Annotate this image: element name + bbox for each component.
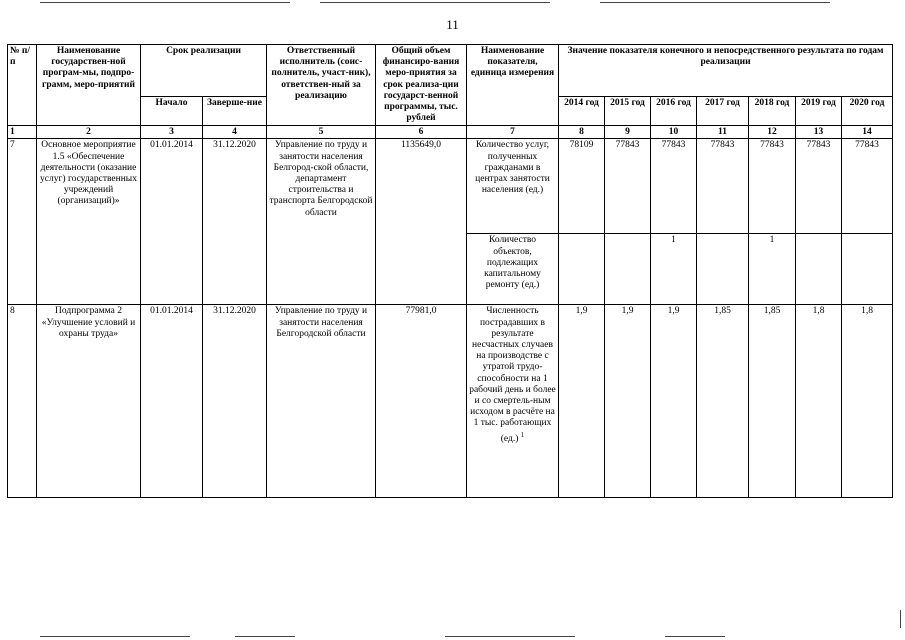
- indicator-value: [559, 234, 605, 305]
- row-num: 8: [8, 305, 37, 498]
- indicator-name: Численность пострадавших в результате несчастных случаев на производстве с утратой трудо-способности на 1 рабочий день и более и со смертель-ным исходом в расчёте на 1 тыс. работающих (ед.): [469, 306, 556, 444]
- indicator-value: 1,85: [749, 305, 796, 498]
- header-period: Срок реализации: [141, 45, 267, 97]
- header-end: Заверше-ние: [203, 97, 267, 126]
- bottom-scan-line: [445, 636, 575, 637]
- row-finance: 77981,0: [376, 305, 467, 498]
- top-scan-line: [40, 2, 290, 3]
- row-end: 31.12.2020: [203, 305, 267, 498]
- header-start: Начало: [141, 97, 203, 126]
- indicator-value: 77843: [697, 139, 749, 234]
- header-finance: Общий объем финансиро-вания меро-приятия за срок реализа-ции государст-венной программы, тыс. рублей: [376, 45, 467, 126]
- row-name: Подпрограмма 2 «Улучшение условий и охраны труда»: [37, 305, 141, 498]
- indicator-value: 77843: [651, 139, 697, 234]
- indicator-value: 77843: [796, 139, 842, 234]
- indicator-name: Количество услуг, полученных гражданами в центрах занятости населения (ед.): [467, 139, 559, 234]
- indicator-value: [605, 234, 651, 305]
- indicator-value: 77843: [842, 139, 893, 234]
- indicator-value: 1,9: [559, 305, 605, 498]
- column-number: 3: [141, 126, 203, 139]
- column-number: 11: [697, 126, 749, 139]
- row-start: 01.01.2014: [141, 305, 203, 498]
- row-name: Основное мероприятие 1.5 «Обеспечение деятельности (оказание услуг) государственных учреждений (организаций)»: [37, 139, 141, 305]
- column-number: 10: [651, 126, 697, 139]
- row-finance: 1135649,0: [376, 139, 467, 305]
- row-num: 7: [8, 139, 37, 305]
- top-scan-line: [320, 2, 550, 3]
- header-year: 2016 год: [651, 97, 697, 126]
- indicator-value: 78109: [559, 139, 605, 234]
- footnote-mark: 1: [520, 430, 525, 439]
- bottom-scan-line: [235, 636, 295, 637]
- column-number: 14: [842, 126, 893, 139]
- indicator-value: [842, 234, 893, 305]
- column-number: 4: [203, 126, 267, 139]
- header-name: Наименование государствен-ной програм-мы, подпро-грамм, меро-приятий: [37, 45, 141, 126]
- row-executor: Управление по труду и занятости населения Белгород-ской области, департамент строительства и транспорта Белгородской области: [267, 139, 376, 305]
- indicator-value: 1: [749, 234, 796, 305]
- indicator-value: [697, 234, 749, 305]
- row-end: 31.12.2020: [203, 139, 267, 305]
- indicator-value: 1,85: [697, 305, 749, 498]
- bottom-scan-line: [40, 636, 190, 637]
- column-number: 6: [376, 126, 467, 139]
- header-year: 2015 год: [605, 97, 651, 126]
- indicator-value: 1,9: [605, 305, 651, 498]
- column-number: 9: [605, 126, 651, 139]
- top-scan-line: [600, 2, 830, 3]
- indicator-name-cell: [467, 305, 559, 498]
- row-executor: Управление по труду и занятости населения Белгородской области: [267, 305, 376, 498]
- header-values: Значение показателя конечного и непосредственного результата по годам реализации: [559, 45, 893, 97]
- header-num: № п/п: [8, 45, 37, 126]
- bottom-scan-line: [665, 636, 725, 637]
- table-row: [8, 305, 893, 498]
- indicator-value: 1: [651, 234, 697, 305]
- column-number: 12: [749, 126, 796, 139]
- header-year: 2018 год: [749, 97, 796, 126]
- right-scan-edge: [900, 610, 901, 628]
- column-number: 2: [37, 126, 141, 139]
- header-indicator: Наименование показателя, единица измерения: [467, 45, 559, 126]
- indicator-name: Количество объектов, подлежащих капитальному ремонту (ед.): [467, 234, 559, 305]
- indicator-value: 77843: [749, 139, 796, 234]
- header-executor: Ответственный исполнитель (соис-полнитель, участ-ник), ответствен-ный за реализацию: [267, 45, 376, 126]
- column-number-row: [8, 126, 893, 139]
- indicator-value: 77843: [605, 139, 651, 234]
- indicator-value: 1,8: [842, 305, 893, 498]
- column-number: 5: [267, 126, 376, 139]
- indicator-value: [796, 234, 842, 305]
- indicator-value: 1,8: [796, 305, 842, 498]
- header-year: 2014 год: [559, 97, 605, 126]
- table-row: [8, 139, 893, 234]
- program-table: [7, 44, 893, 498]
- column-number: 1: [8, 126, 37, 139]
- header-year: 2020 год: [842, 97, 893, 126]
- row-start: 01.01.2014: [141, 139, 203, 305]
- page-number: 11: [446, 17, 459, 32]
- header-year: 2017 год: [697, 97, 749, 126]
- indicator-value: 1,9: [651, 305, 697, 498]
- column-number: 7: [467, 126, 559, 139]
- header-year: 2019 год: [796, 97, 842, 126]
- column-number: 13: [796, 126, 842, 139]
- column-number: 8: [559, 126, 605, 139]
